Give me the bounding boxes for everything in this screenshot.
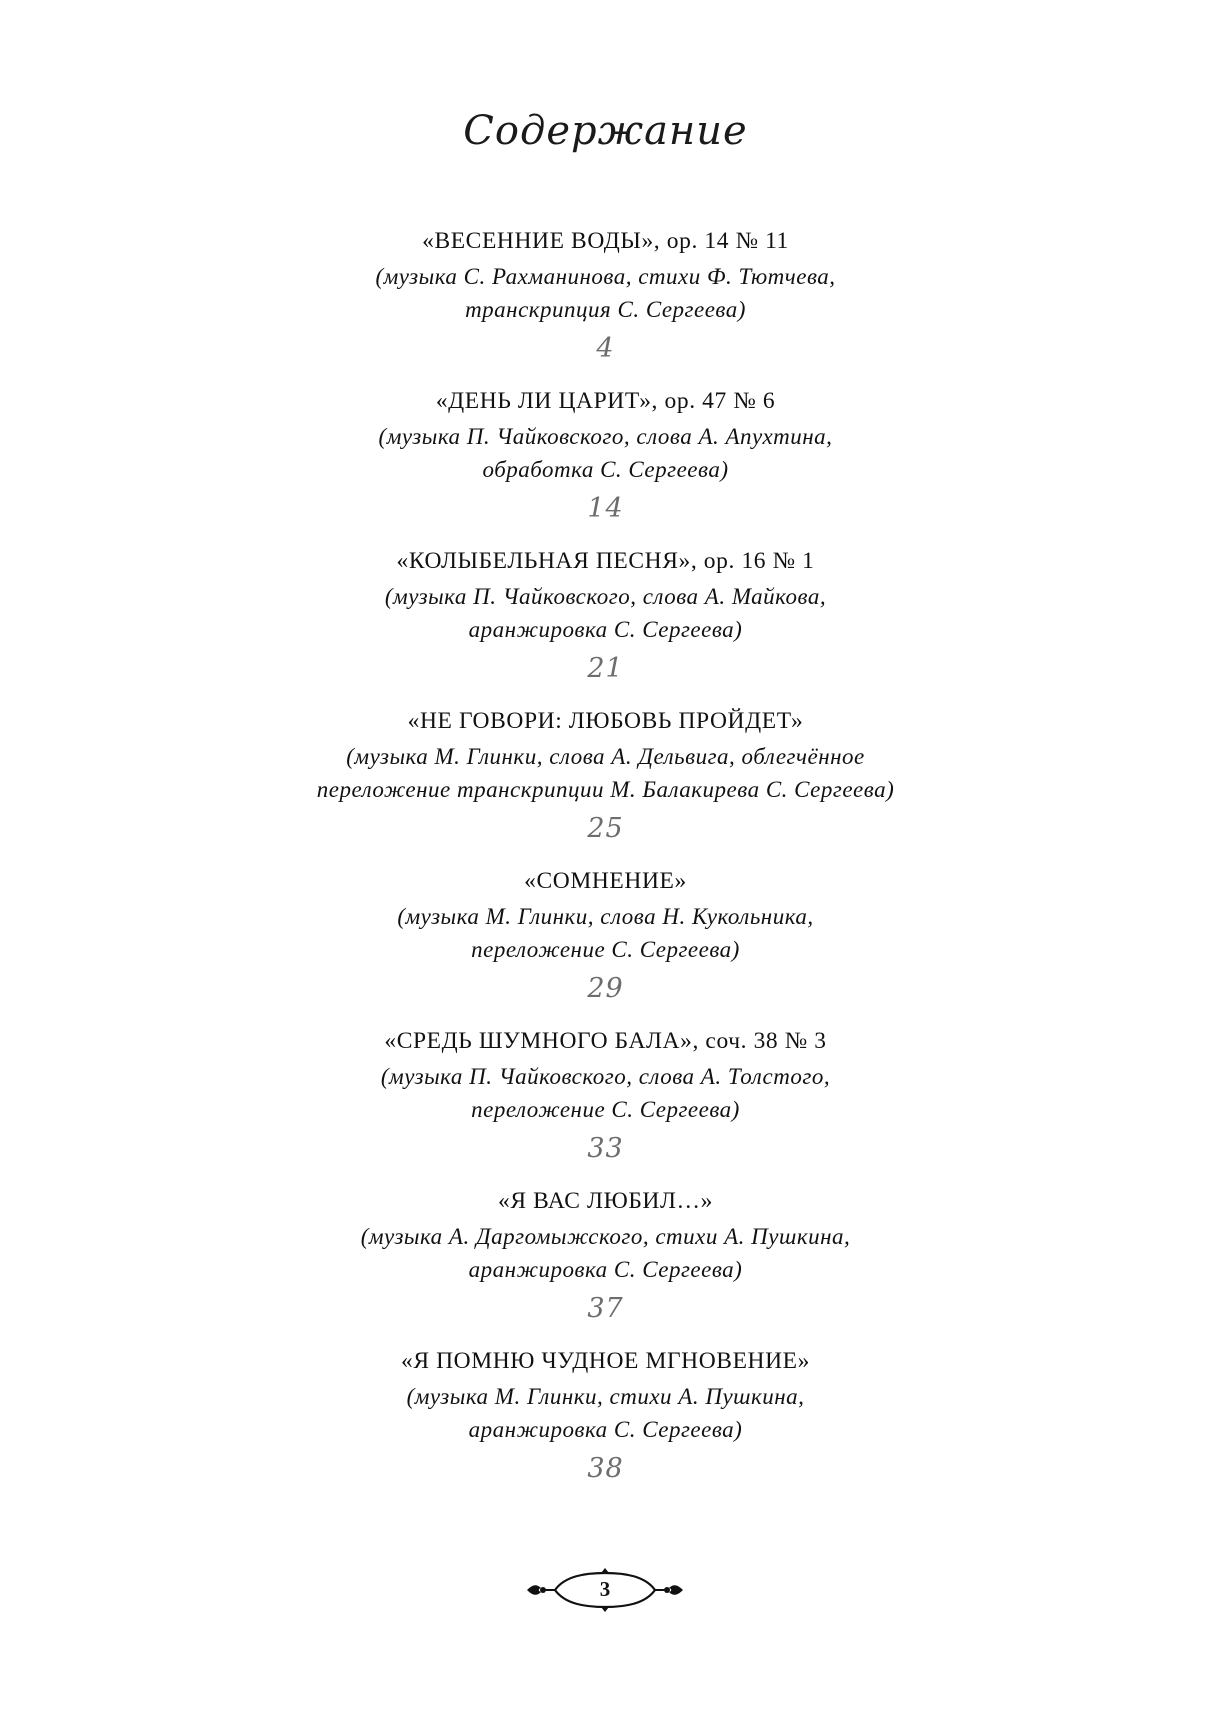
- entry-title: «НЕ ГОВОРИ: ЛЮБОВЬ ПРОЙДЕТ»: [407, 708, 804, 734]
- toc-entry[interactable]: [0, 862, 1211, 1022]
- entry-title: «ВЕСЕННИЕ ВОДЫ», ор. 14 № 11: [422, 228, 789, 254]
- entry-page-number[interactable]: 21: [587, 653, 624, 684]
- toc-entry[interactable]: [0, 382, 1211, 542]
- entry-credit-line: (музыка С. Рахманинова, стихи Ф. Тютчева,: [375, 264, 836, 289]
- toc-entry[interactable]: [0, 702, 1211, 862]
- entry-page-number[interactable]: 4: [596, 333, 615, 364]
- entry-page-number[interactable]: 14: [587, 493, 624, 524]
- entry-credit-line: переложение транскрипции М. Балакирева С. Сергеева): [316, 777, 895, 802]
- entry-credit-line: переложение С. Сергеева): [471, 1097, 740, 1122]
- entry-title: «СОМНЕНИЕ»: [524, 868, 687, 894]
- entry-credit-line: аранжировка С. Сергеева): [468, 617, 743, 642]
- entry-page-number[interactable]: 38: [587, 1453, 624, 1484]
- entry-credit-line: переложение С. Сергеева): [471, 937, 740, 962]
- entry-title: «Я ПОМНЮ ЧУДНОЕ МГНОВЕНИЕ»: [401, 1348, 810, 1374]
- entry-credit-line: транскрипция С. Сергеева): [465, 297, 746, 322]
- entry-credit-line: обработка С. Сергеева): [482, 457, 729, 482]
- entry-credit-line: аранжировка С. Сергеева): [468, 1417, 743, 1442]
- toc-entry[interactable]: [0, 1182, 1211, 1342]
- page-title: Содержание: [463, 108, 748, 154]
- entry-credit-line: (музыка М. Глинки, слова А. Дельвига, облегчённое: [346, 744, 865, 769]
- folio: [525, 1567, 685, 1613]
- entry-page-number[interactable]: 37: [587, 1293, 624, 1324]
- page-number: 3: [599, 1577, 611, 1601]
- toc-entry[interactable]: [0, 542, 1211, 702]
- toc-entry[interactable]: [0, 1022, 1211, 1182]
- entry-page-number[interactable]: 25: [587, 813, 624, 844]
- entry-page-number[interactable]: 29: [587, 973, 624, 1004]
- entry-title: «Я ВАС ЛЮБИЛ…»: [498, 1188, 713, 1214]
- entry-credit-line: (музыка М. Глинки, слова Н. Кукольника,: [397, 904, 814, 929]
- entry-credit-line: (музыка П. Чайковского, слова А. Апухтина,: [378, 424, 833, 449]
- toc-entry[interactable]: [0, 222, 1211, 382]
- entry-credit-line: (музыка М. Глинки, стихи А. Пушкина,: [406, 1384, 805, 1409]
- entry-credit-line: аранжировка С. Сергеева): [468, 1257, 743, 1282]
- entry-title: «СРЕДЬ ШУМНОГО БАЛА», соч. 38 № 3: [384, 1028, 827, 1054]
- entry-title: «КОЛЫБЕЛЬНАЯ ПЕСНЯ», ор. 16 № 1: [396, 548, 815, 574]
- entry-page-number[interactable]: 33: [587, 1133, 624, 1164]
- table-of-contents: [0, 222, 1211, 1502]
- toc-entry[interactable]: [0, 1342, 1211, 1502]
- entry-credit-line: (музыка П. Чайковского, слова А. Толстого,: [380, 1064, 831, 1089]
- entry-credit-line: (музыка П. Чайковского, слова А. Майкова,: [384, 584, 827, 609]
- entry-credit-line: (музыка А. Даргомыжского, стихи А. Пушкина,: [360, 1224, 851, 1249]
- entry-title: «ДЕНЬ ЛИ ЦАРИТ», ор. 47 № 6: [435, 388, 776, 414]
